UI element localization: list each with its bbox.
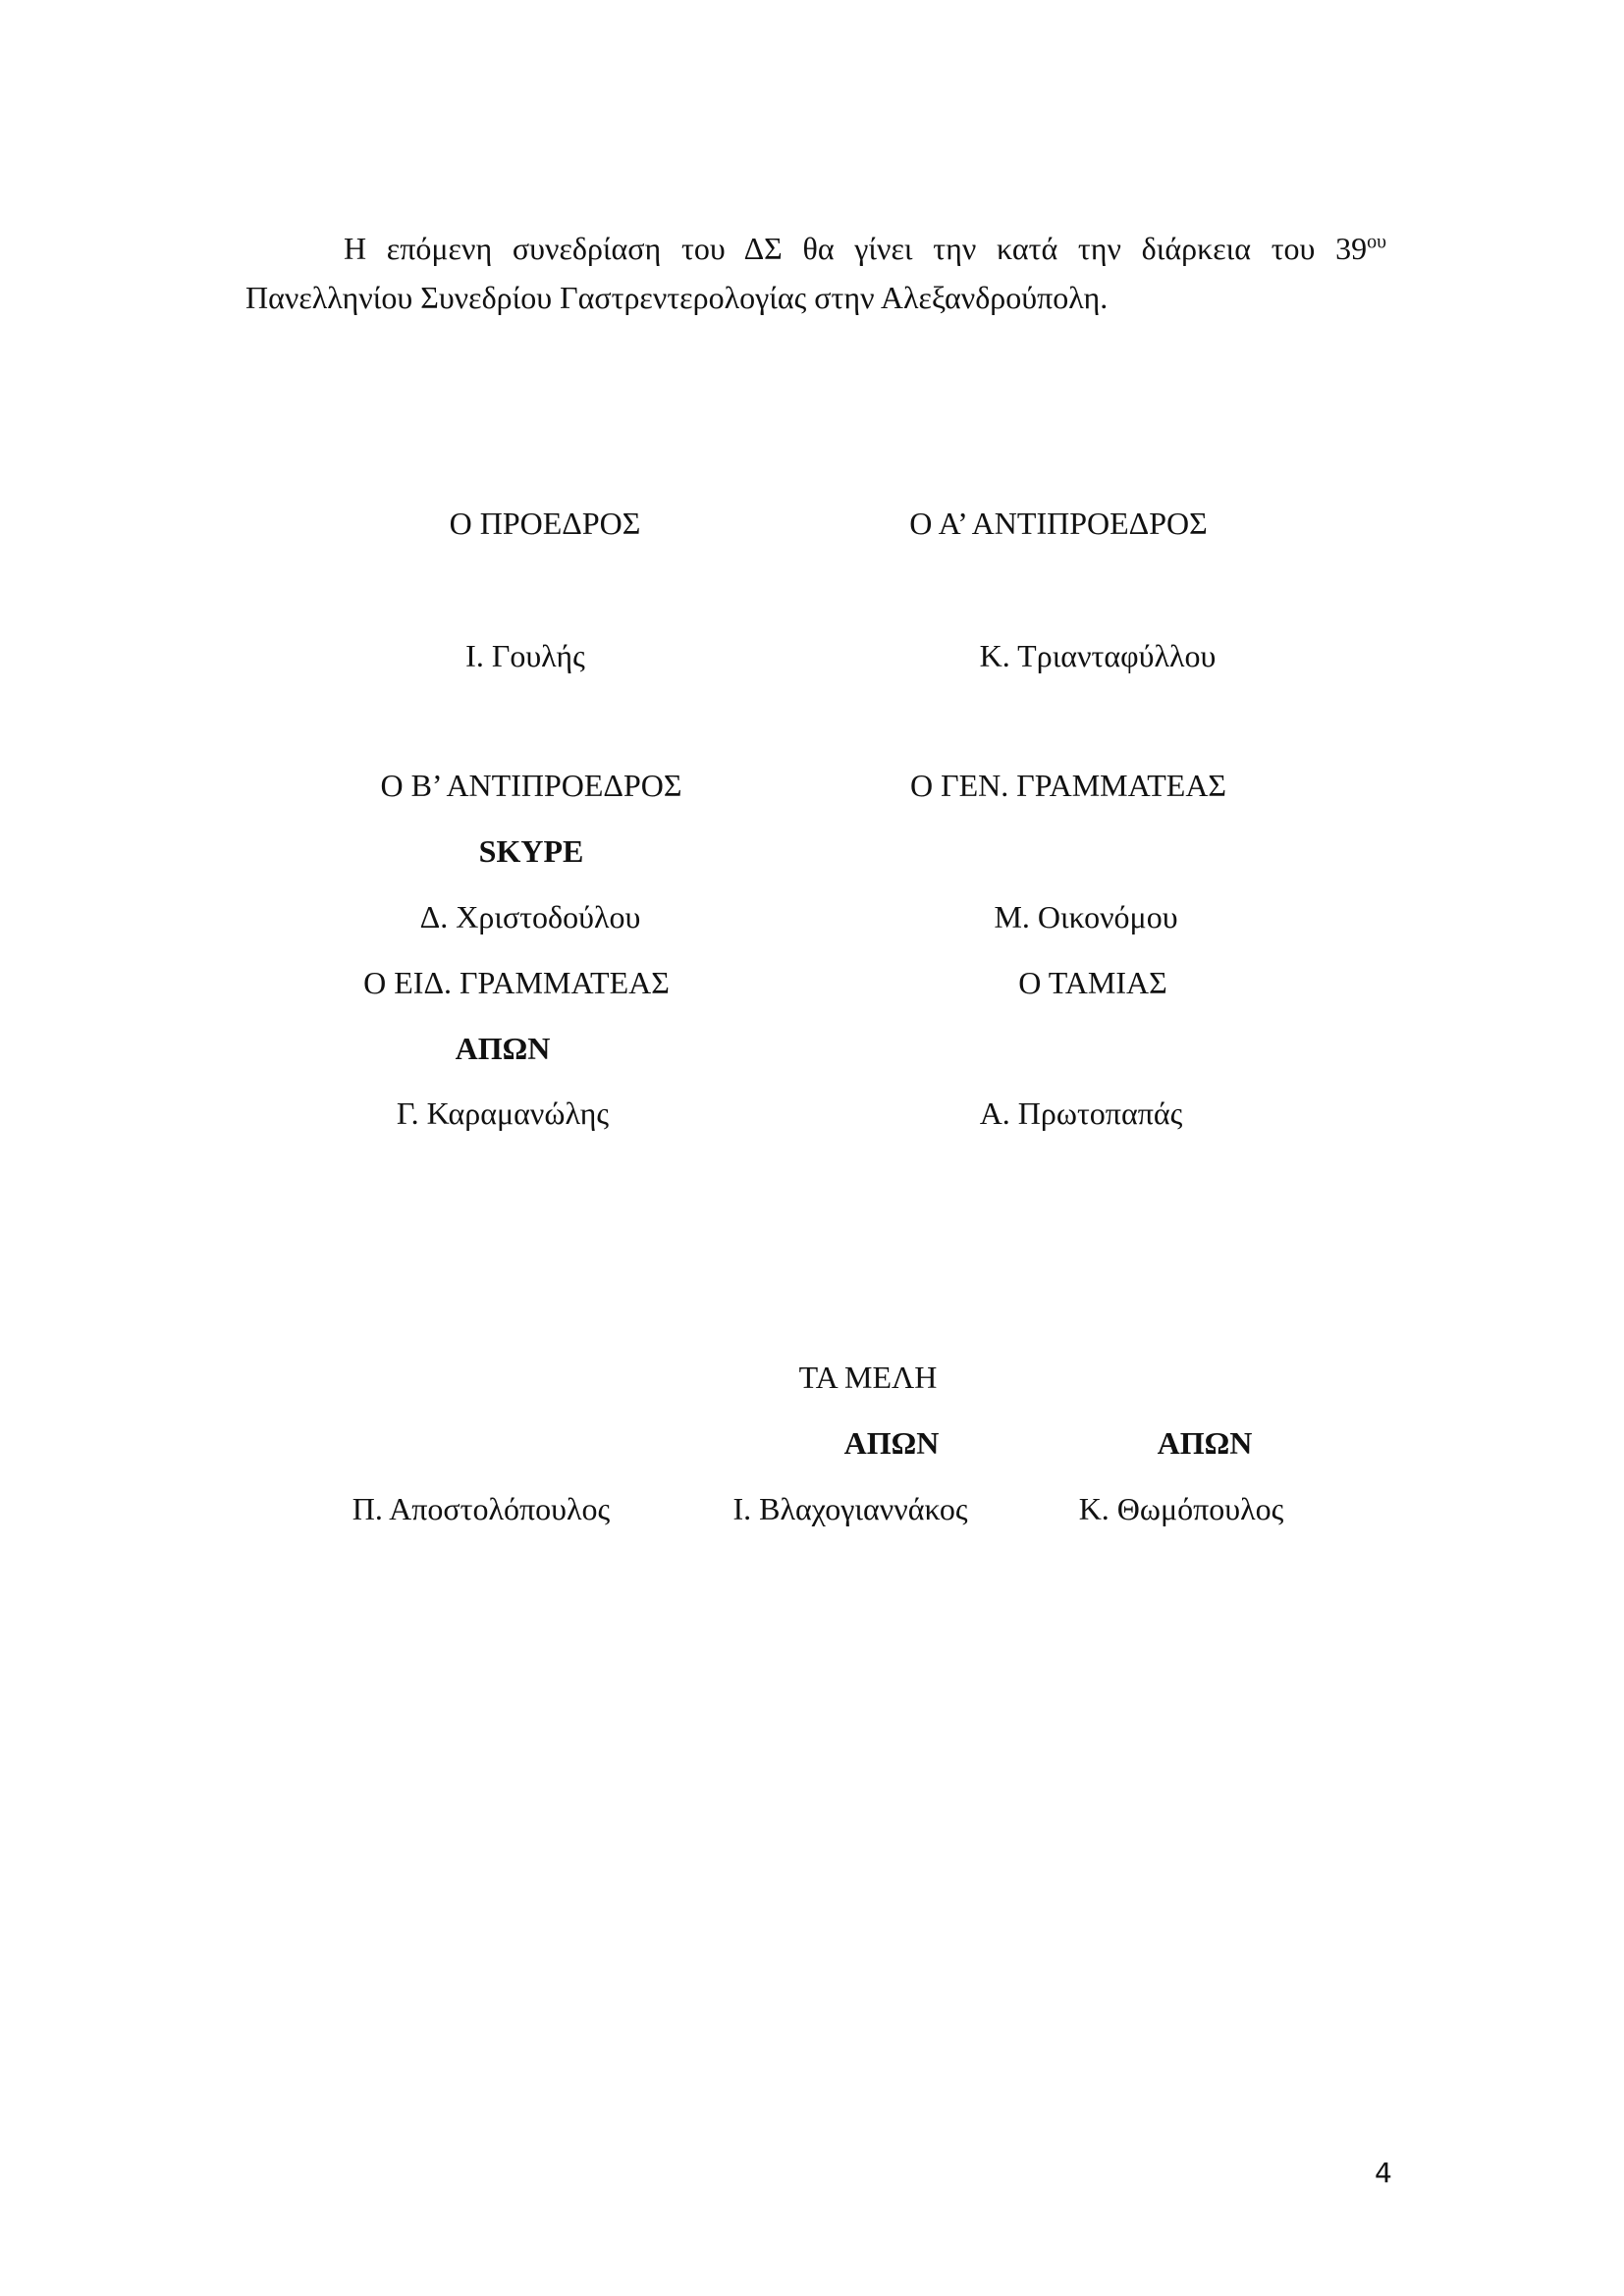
member-3-name: Κ. Θωμόπουλος [1078,1491,1284,1526]
members-heading: ΤΑ ΜΕΛΗ [798,1360,938,1395]
special-secretary-note: ΑΠΩΝ [455,1031,551,1066]
president-title: Ο ΠΡΟΕΔΡΟΣ [449,506,641,541]
vice-president-a-name: Κ. Τριανταφύλλου [979,638,1217,673]
treasurer-name: Α. Πρωτοπαπάς [979,1095,1183,1131]
paragraph-superscript: ου [1367,231,1386,253]
member-3-note: ΑΠΩΝ [1157,1425,1253,1461]
member-2-name: Ι. Βλαχογιαννάκος [732,1491,968,1526]
closing-paragraph [245,224,1386,322]
paragraph-text-rest: Πανελληνίου Συνεδρίου Γαστρεντερολογίας στην Αλεξανδρούπολη. [245,280,1109,315]
vice-president-b-title: Ο Β’ ΑΝΤΙΠΡΟΕΔΡΟΣ [380,768,682,803]
general-secretary-title: Ο ΓΕΝ. ΓΡΑΜΜΑΤΕΑΣ [909,768,1227,803]
special-secretary-title: Ο ΕΙΔ. ΓΡΑΜΜΑΤΕΑΣ [363,965,670,1000]
page-number: 4 [1375,2157,1392,2189]
paragraph-text-main: Η επόμενη συνεδρίαση του ΔΣ θα γίνει την κατά την διάρκεια του 39 [344,231,1368,266]
treasurer-title: Ο ΤΑΜΙΑΣ [1018,965,1167,1000]
president-name: Ι. Γουλής [465,638,585,673]
general-secretary-name: Μ. Οικονόμου [994,899,1178,934]
vice-president-b-note: SKYPE [478,833,584,869]
vice-president-b-name: Δ. Χριστοδούλου [419,899,641,934]
vice-president-a-title: Ο Α’ ΑΝΤΙΠΡΟΕΔΡΟΣ [909,506,1208,541]
member-2-note: ΑΠΩΝ [843,1425,940,1461]
member-1-name: Π. Αποστολόπουλος [352,1491,611,1526]
special-secretary-name: Γ. Καραμανώλης [396,1095,610,1131]
